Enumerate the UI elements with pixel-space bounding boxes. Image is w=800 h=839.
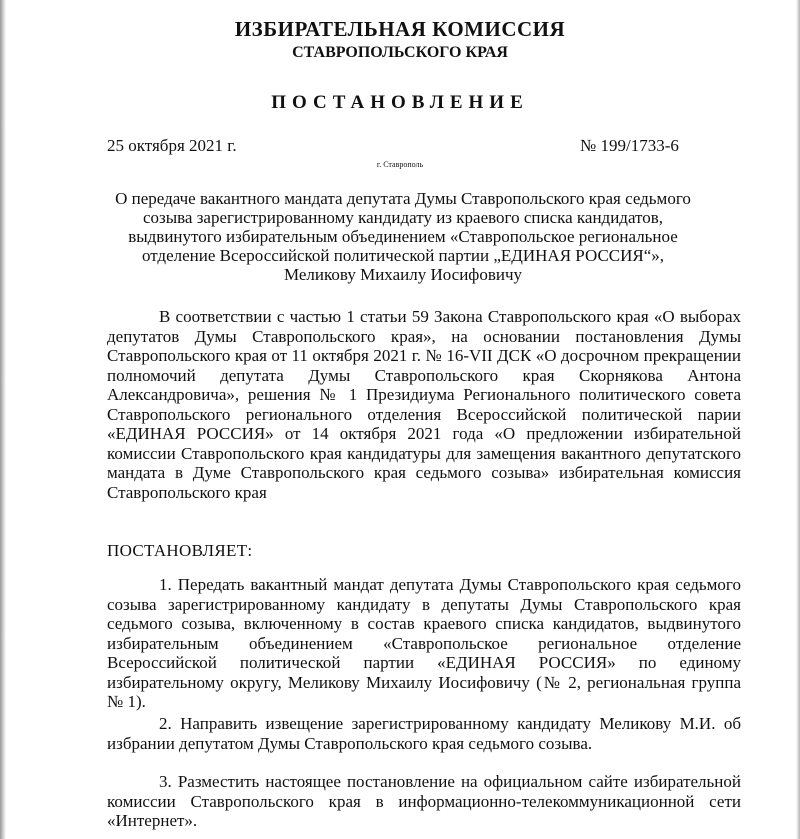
scan-edge-right [796,0,800,839]
decree-item-2: 2. Направить извещение зарегистрированному кандидату Меликову М.И. об избрании депутатом Думы Ставропольского края седьмого созыва. [107,714,741,753]
organization-name: ИЗБИРАТЕЛЬНАЯ КОМИССИЯ [234,17,566,41]
organization-region: СТАВРОПОЛЬСКОГО КРАЯ [292,44,508,61]
document-date: 25 октября 2021 г. [107,136,237,155]
decree-heading: ПОСТАНОВЛЯЕТ: [107,541,253,560]
document-number: № 199/1733-6 [580,136,679,155]
preamble-paragraph: В соответствии с частью 1 статьи 59 Закона Ставропольского края «О выборах депутатов Думы Ставропольского края», на основании постановления Думы Ставропольского края от 11 октября 2021 г. № 16-VII ДСК «О досрочном прекращении полномочий депутата Думы Ставропольского края Скорнякова Антона Александровича», решения № 1 Президиума Регионального политического совета Ставропольского регионального отделения Всероссийской политической парии «ЕДИНАЯ РОССИЯ» от 14 октября 2021 года «О предложении избирательной комиссии Ставропольского края кандидатуры для замещения вакантного депутатского мандата в Думе Ставропольского края седьмого созыва» избирательная комиссия Ставропольского края [107,307,741,502]
decree-item-3: 3. Разместить настоящее постановление на официальном сайте избирательной комиссии Ставропольского края в информационно-телекоммуникационной сети «Интернет». [107,772,741,830]
document-type-heading: ПОСТАНОВЛЕНИЕ [271,92,529,113]
scan-edge-left [0,0,6,839]
decree-item-1: 1. Передать вакантный мандат депутата Думы Ставропольского края седьмого созыва зарегистрированному кандидату в депутаты Думы Ставропольского края седьмого созыва, включенному в состав краевого списка кандидатов, выдвинутого избирательным объединением «Ставропольское региональное отделение Всероссийской политической партии «ЕДИНАЯ РОССИЯ» по единому избирательному округу, Меликову Михаилу Иосифовичу (№ 2, региональная группа № 1). [107,575,741,711]
document-title: О передаче вакантного мандата депутата Думы Ставропольского края седьмого созыва зарегистрированному кандидату из краевого списка кандидатов, выдвинутого избирательным объединением «Ставропольское региональное отделение Всероссийской политической партии „ЕДИНАЯ РОССИЯ“», Меликову Михаилу Иосифовичу [115,189,691,284]
document-city: г. Ставрополь [376,160,424,169]
